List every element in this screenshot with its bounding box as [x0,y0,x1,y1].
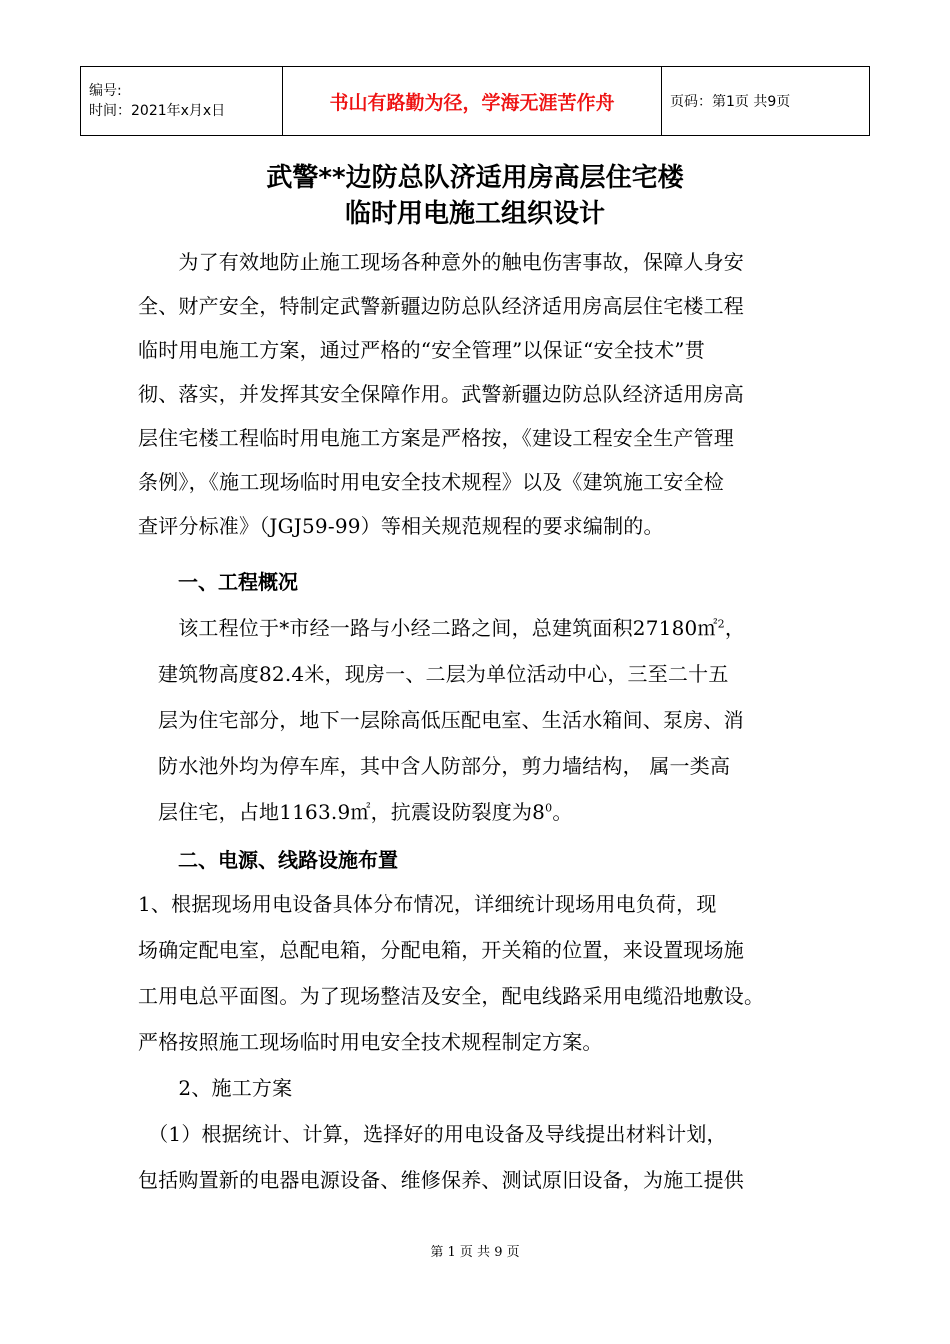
section2-heading: 二、电源、线路设施布置 [178,848,398,872]
section2-line: 包括购置新的电器电源设备、维修保养、测试原旧设备，为施工提供 [138,1168,744,1192]
section1-line-text: 该工程位于*市经一路与小经二路之间，总建筑面积27180㎡ [158,616,718,640]
section2-line: 严格按照施工现场临时用电安全技术规程制定方案。 [138,1030,603,1054]
intro-line: 彻、落实，并发挥其安全保障作用。武警新疆边防总队经济适用房高 [138,382,744,406]
document-title-line1: 武警**边防总队济适用房高层住宅楼 [266,163,684,193]
section2-line: 场确定配电室，总配电箱，分配电箱，开关箱的位置，来设置现场施 [138,938,744,962]
document-title-line2: 临时用电施工组织设计 [344,199,605,229]
header-motto: 书山有路勤为径，学海无涯苦作舟 [283,67,662,136]
section1-line [158,798,848,826]
section1-line: 层为住宅部分，地下一层除高低压配电室、生活水箱间、泵房、消 [158,708,744,732]
intro-line: 临时用电施工方案，通过严格的“安全管理”以保证“安全技术”贯 [138,338,705,362]
intro-line: 层住宅楼工程临时用电施工方案是严格按，《建设工程安全生产管理 [138,426,734,450]
intro-line: 为了有效地防止施工现场各种意外的触电伤害事故，保障人身安 [138,250,744,274]
time-label: 时间：2021年x月x日 [89,103,226,119]
header-meta-cell [81,67,283,136]
section1-heading: 一、工程概况 [178,570,298,594]
degree-superscript: 0 [545,801,553,815]
intro-line: 全、财产安全，特制定武警新疆边防总队经济适用房高层住宅楼工程 [138,294,744,318]
section1-line: 防水池外均为停车库，其中含人防部分，剪力墙结构， 属一类高 [158,754,731,778]
area-superscript: 2 [717,617,725,631]
number-label: 编号: [89,83,122,99]
section2-line: 2、施工方案 [138,1076,293,1100]
section1-comma: ， [724,616,746,640]
section2-line: 工用电总平面图。为了现场整洁及安全，配电线路采用电缆沿地敷设。 [138,984,765,1008]
header-page-info [662,67,870,136]
page-info-text: 页码：第1页 共9页 [670,94,791,110]
section1-period: 。 [552,800,573,824]
section2-line: （1）根据统计、计算，选择好的用电设备及导线提出材料计划， [138,1122,727,1146]
section1-line: 建筑物高度82.4米，现房一、二层为单位活动中心，三至二十五 [158,662,729,686]
intro-line: 查评分标准》（JGJ59-99）等相关规范规程的要求编制的。 [138,514,664,538]
intro-line: 条例》，《施工现场临时用电安全技术规程》以及《建筑施工安全检 [138,470,724,494]
section1-line-text: 层住宅，占地1163.9㎡，抗震设防裂度为8 [158,800,546,824]
section1-line [158,614,848,642]
document-header [80,66,870,136]
page-footer: 第 1 页 共 9 页 [430,1245,520,1260]
section2-line: 1、根据现场用电设备具体分布情况，详细统计现场用电负荷，现 [138,892,717,916]
